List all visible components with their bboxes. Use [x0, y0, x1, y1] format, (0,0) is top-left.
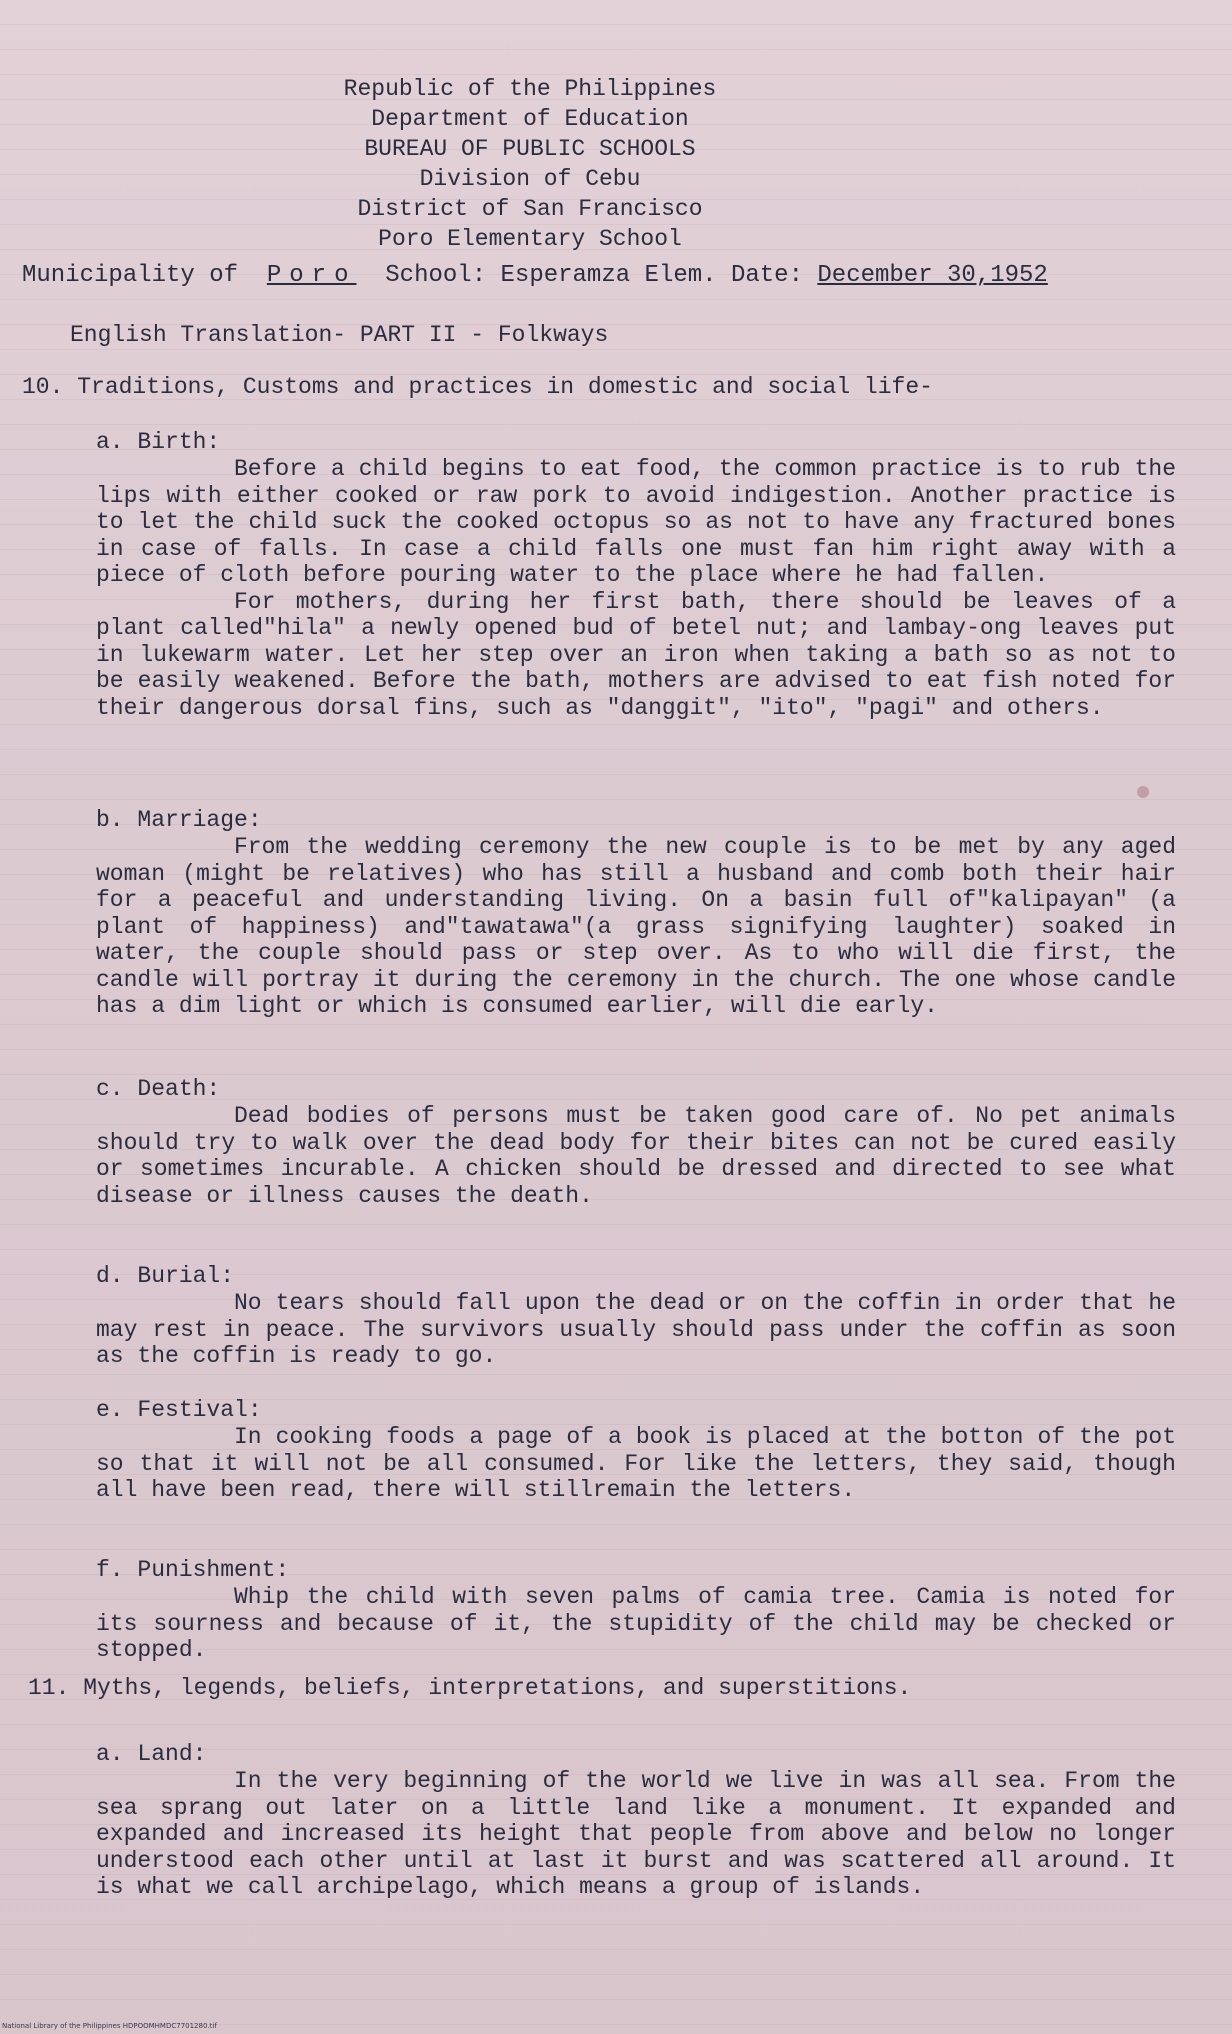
archive-footer: National Library of the Philippines HDPOOMHMDC7701280.tif [2, 2022, 217, 2030]
death-section [96, 1075, 1176, 1209]
date-label: Date: [730, 262, 803, 289]
festival-paragraph: In cooking foods a page of a book is placed at the botton of the pot so that it will not be all consumed. For like the letters, they said, though all have been read, there will stillremain the letters. [96, 1424, 1176, 1503]
municipality-label: Municipality of [22, 262, 239, 289]
land-paragraph: In the very beginning of the world we live in was all sea. From the sea sprang out later on a little land like a monument. It expanded and expanded and increased its height that people from above and below no longer understood each other until at last it burst and was scattered all around. It is what we call archipelago, which means a group of islands. [96, 1768, 1176, 1900]
school-label: School: [385, 262, 487, 289]
punishment-paragraph: Whip the child with seven palms of camia tree. Camia is noted for its sourness and because of it, the stupidity of the child may be checked or stopped. [96, 1584, 1176, 1663]
letterhead-line: BUREAU OF PUBLIC SCHOOLS [364, 136, 696, 162]
marriage-heading: b. Marriage: [96, 807, 262, 833]
letterhead-line: District of San Francisco [357, 196, 703, 222]
land-heading: a. Land: [96, 1741, 207, 1767]
translation-title: English Translation- PART II - Folkways [70, 322, 609, 348]
punishment-section [96, 1556, 1176, 1664]
birth-heading: a. Birth: [96, 429, 221, 455]
letterhead-line: Poro Elementary School [378, 226, 682, 252]
letterhead-line: Republic of the Philippines [343, 76, 717, 102]
burial-section [96, 1262, 1176, 1370]
death-heading: c. Death: [96, 1076, 221, 1102]
birth-paragraph-2: For mothers, during her first bath, there should be leaves of a plant called"hila" a newly opened bud of betel nut; and lambay-ong leaves put in lukewarm water. Let her step over an iron when taking a bath so as not to be easily weakened. Before the bath, mothers are advised to eat fish noted for their dangerous dorsal fins, such as "danggit", "ito", "pagi" and others. [96, 588, 1176, 721]
document-date: December 30,1952 [817, 262, 1048, 289]
festival-section [96, 1396, 1176, 1504]
punishment-heading: f. Punishment: [96, 1557, 290, 1583]
letterhead [290, 74, 770, 254]
land-section [96, 1740, 1176, 1901]
municipality-name: Poro [266, 262, 357, 289]
school-name: Esperamza Elem. [500, 262, 717, 289]
burial-paragraph: No tears should fall upon the dead or on the coffin in order that he may rest in peace. The survivors usually should pass under the coffin as soon as the coffin is ready to go. [96, 1290, 1176, 1369]
section-11-title: 11. Myths, legends, beliefs, interpretations, and superstitions. [28, 1675, 912, 1701]
festival-heading: e. Festival: [96, 1397, 262, 1423]
letterhead-line: Division of Cebu [419, 166, 641, 192]
municipality-line [22, 262, 1048, 289]
ink-spot [1137, 786, 1149, 798]
section-10-title: 10. Traditions, Customs and practices in domestic and social life- [22, 374, 933, 400]
death-paragraph: Dead bodies of persons must be taken good care of. No pet animals should try to walk over the dead body for their bites can not be cured easily or sometimes incurable. A chicken should be dressed and directed to see what disease or illness causes the death. [96, 1103, 1176, 1209]
birth-paragraph-1: Before a child begins to eat food, the common practice is to rub the lips with either cooked or raw pork to avoid indigestion. Another practice is to let the child suck the cooked octopus so as not to have any fractured bones in case of falls. In case a child falls one must fan him right away with a piece of cloth before pouring water to the place where he had fallen. [96, 456, 1176, 588]
birth-section [96, 428, 1176, 721]
burial-heading: d. Burial: [96, 1263, 235, 1289]
marriage-paragraph: From the wedding ceremony the new couple is to be met by any aged woman (might be relatives) who has still a husband and comb both their hair for a peaceful and understanding living. On a basin full of"kalipayan" (a plant of happiness) and"tawatawa"(a grass signifying laughter) soaked in water, the couple should pass or step over. As to who will die first, the candle will portray it during the ceremony in the church. The one whose candle has a dim light or which is consumed earlier, will die early. [96, 834, 1176, 1019]
marriage-section [96, 806, 1176, 1020]
letterhead-line: Department of Education [371, 106, 689, 132]
